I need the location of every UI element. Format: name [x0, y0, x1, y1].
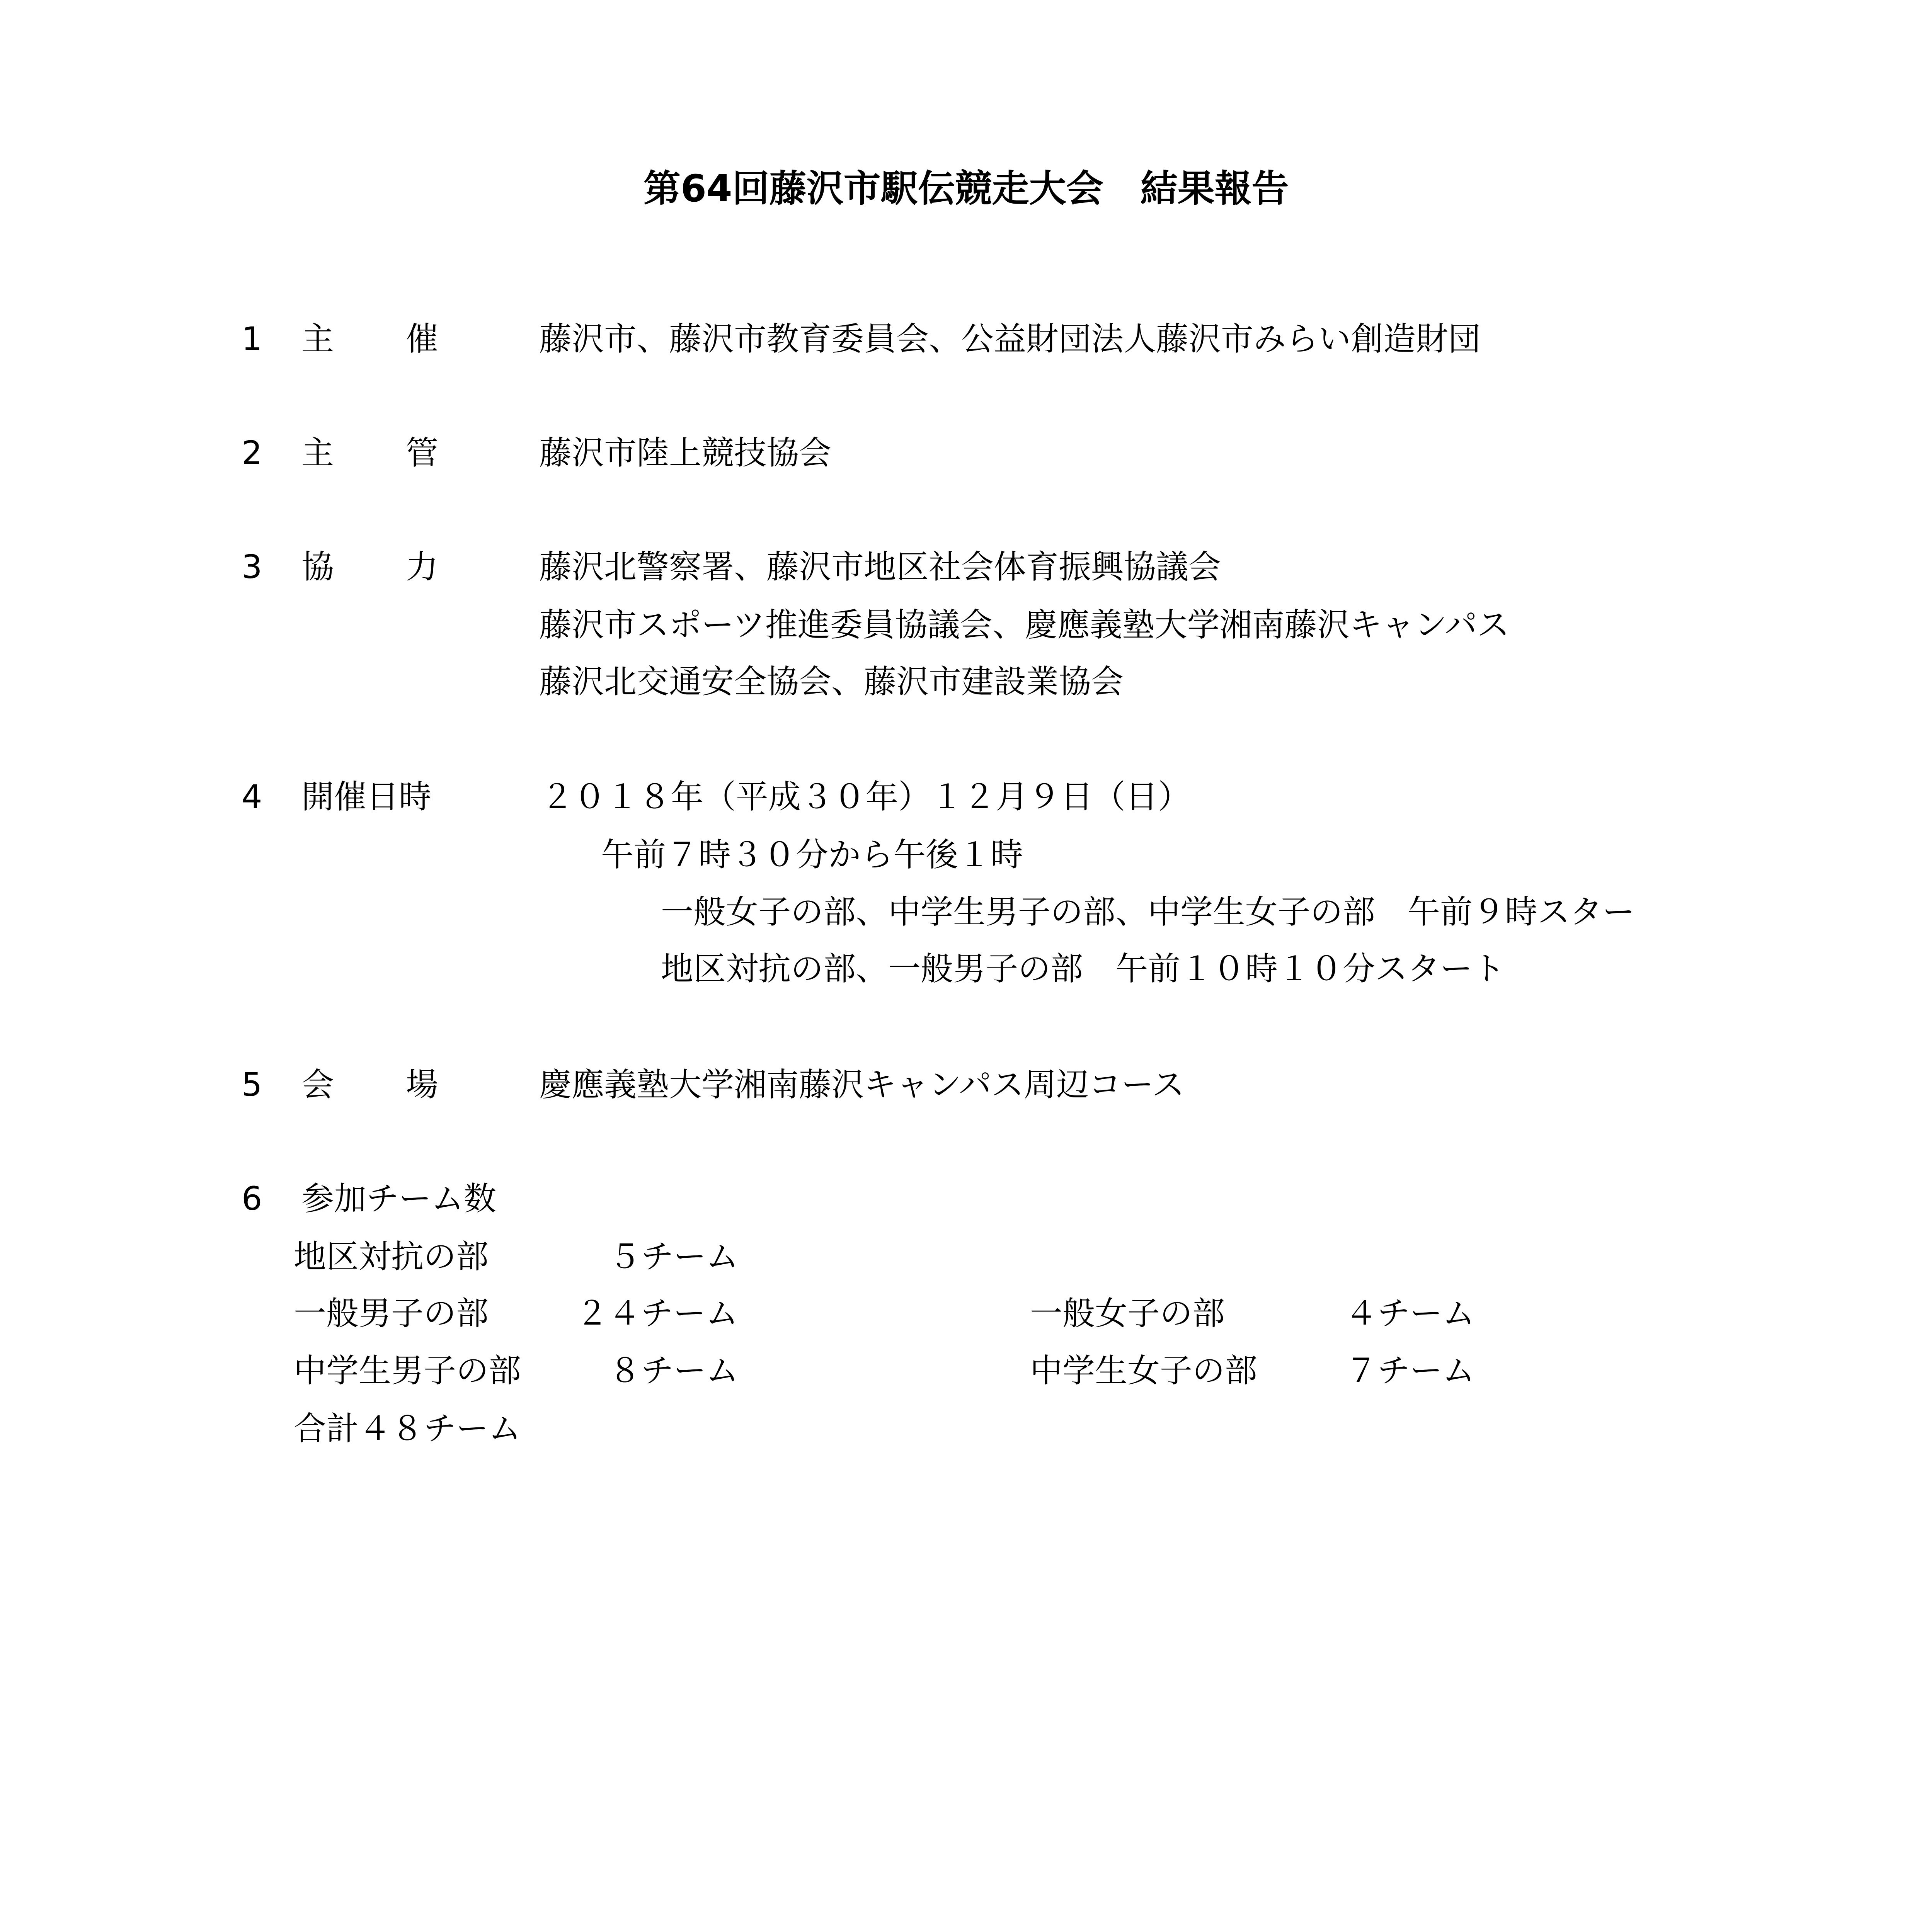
division-name: 中学生女子の部	[1030, 1352, 1258, 1389]
section-number: 6	[242, 1180, 262, 1218]
team-count: ７チーム	[1345, 1352, 1475, 1389]
section-label: 協	[301, 548, 334, 586]
division-name: 一般男子の部	[294, 1294, 489, 1332]
section-number: 2	[242, 434, 262, 472]
division-name: 地区対抗の部	[294, 1238, 489, 1276]
team-count: ８チーム	[609, 1352, 739, 1389]
section-label: 催	[406, 320, 439, 358]
team-count: ５チーム	[609, 1238, 739, 1276]
section-value: 慶應義塾大学湘南藤沢キャンパス周辺コース	[539, 1066, 1185, 1104]
cooperation-line: 藤沢市スポーツ推進委員協議会、慶應義塾大学湘南藤沢キャンパス	[539, 606, 1510, 644]
section-label: 管	[406, 434, 439, 472]
section-label: 力	[406, 548, 439, 586]
section-label: 開催日時	[301, 778, 432, 816]
section-label: 参加チーム数	[301, 1180, 497, 1218]
section-label: 主	[301, 320, 334, 358]
section-label: 場	[406, 1066, 439, 1104]
section-value: 藤沢市陸上競技協会	[539, 434, 832, 472]
team-total: 合計４８チーム	[294, 1410, 521, 1447]
page-title: 第64回藤沢市駅伝競走大会 結果報告	[644, 167, 1289, 210]
section-number: 1	[242, 320, 262, 358]
start-time-line: 一般女子の部、中学生男子の部、中学生女子の部 午前９時スター	[661, 893, 1635, 931]
division-name: 一般女子の部	[1030, 1294, 1225, 1332]
team-count: ４チーム	[1345, 1294, 1475, 1332]
cooperation-line: 藤沢北警察署、藤沢市地区社会体育振興協議会	[539, 548, 1221, 586]
event-date: ２０１８年（平成３０年）１２月９日（日）	[541, 778, 1191, 816]
section-number: 4	[242, 778, 262, 816]
section-label: 会	[301, 1066, 334, 1104]
section-value: 藤沢市、藤沢市教育委員会、公益財団法人藤沢市みらい創造財団	[539, 320, 1481, 358]
cooperation-line: 藤沢北交通安全協会、藤沢市建設業協会	[539, 663, 1124, 701]
event-time: 午前７時３０分から午後１時	[601, 836, 1023, 874]
division-name: 中学生男子の部	[294, 1352, 521, 1389]
team-count: ２４チーム	[576, 1294, 739, 1332]
section-number: 5	[242, 1066, 262, 1104]
section-label: 主	[301, 434, 334, 472]
start-time-line: 地区対抗の部、一般男子の部 午前１０時１０分スタート	[661, 950, 1505, 988]
section-number: 3	[242, 548, 262, 586]
